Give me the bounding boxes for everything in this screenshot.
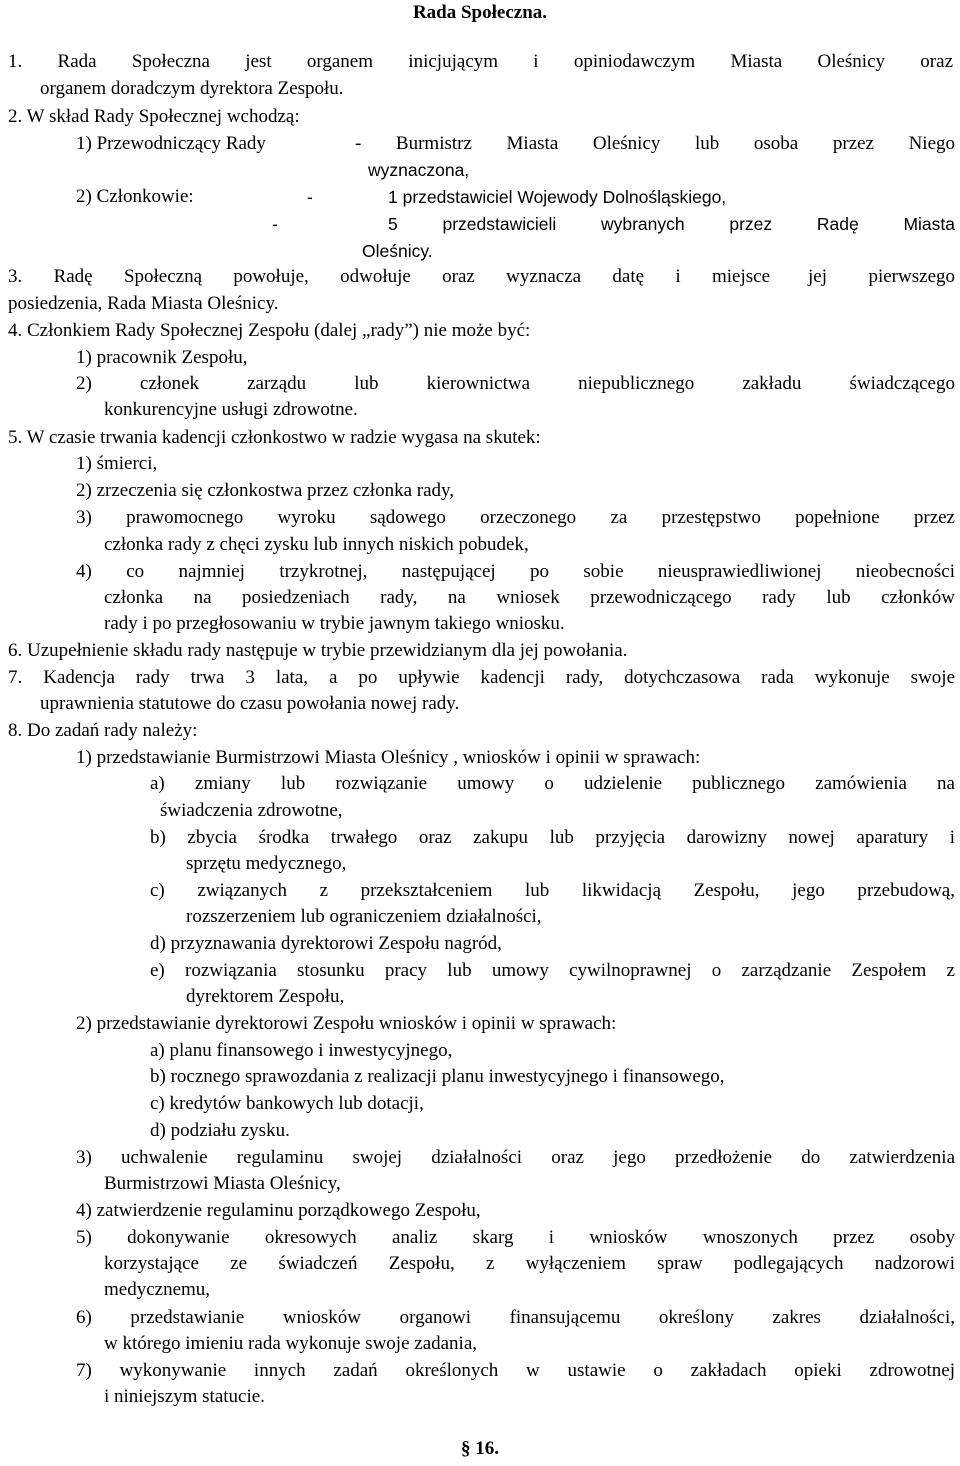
text-line: 3. Radę Społeczną powołuje, odwołuje oraz wyznacza datę i miejsce	[8, 266, 770, 287]
text-line: 1) śmierci,	[76, 453, 158, 474]
text-line: 7) wykonywanie innych zadań określonych w ustawie o zakładach opieki zdrowotnej	[76, 1360, 955, 1381]
text-line: medycznemu,	[104, 1279, 211, 1300]
text-line: 1) Przewodniczący Rady	[76, 133, 266, 154]
text-line: jej pierwszego	[808, 266, 955, 287]
text-line: b) zbycia środka trwałego oraz zakupu lub przyjęcia darowizny nowej aparatury i	[150, 827, 955, 848]
text-line: wyznaczona,	[368, 160, 470, 180]
text-line: 1) przedstawianie Burmistrzowi Miasta Oleśnicy , wniosków i opinii w sprawach:	[76, 747, 701, 768]
text-line: c) związanych z przekształceniem lub likwidacją Zespołu, jego przebudową,	[150, 880, 955, 901]
text-line: -	[307, 187, 313, 207]
text-line: 2) przedstawianie dyrektorowi Zespołu wniosków i opinii w sprawach:	[76, 1013, 617, 1034]
text-line: 5) dokonywanie okresowych analiz skarg i wniosków wnoszonych przez osoby	[76, 1227, 955, 1248]
text-line: w którego imieniu rada wykonuje swoje zadania,	[104, 1333, 478, 1354]
text-line: i niniejszym statucie.	[104, 1386, 265, 1407]
text-line: konkurencyjne usługi zdrowotne.	[104, 399, 358, 420]
text-line: b) rocznego sprawozdania z realizacji planu inwestycyjnego i finansowego,	[150, 1066, 725, 1087]
text-line: 5. W czasie trwania kadencji członkostwo w radzie wygasa na skutek:	[8, 427, 541, 448]
text-line: 1 przedstawiciel Wojewody Dolnośląskiego,	[388, 187, 727, 207]
text-line: członka na posiedzeniach rady, na wniosek przewodniczącego rady lub członków	[104, 587, 955, 608]
text-line: e) rozwiązania stosunku pracy lub umowy cywilnoprawnej o zarządzanie Zespołem z	[150, 960, 955, 981]
text-line: 1. Rada Społeczna jest organem inicjującym i opiniodawczym Miasta Oleśnicy oraz	[8, 51, 953, 72]
text-line: świadczenia zdrowotne,	[160, 800, 343, 821]
text-line: 2. W skład Rady Społecznej wchodzą:	[8, 106, 300, 127]
text-line: 5 przedstawicieli wybranych przez Radę Miasta	[388, 214, 955, 234]
text-line: 6) przedstawianie wniosków organowi finansującemu określony zakres działalności,	[76, 1307, 955, 1328]
text-line: 8. Do zadań rady należy:	[8, 720, 198, 741]
text-line: 7. Kadencja rady trwa 3 lata, a po upływie kadencji rady, dotychczasowa rada wykonuje swoje	[8, 667, 955, 688]
text-line: Burmistrzowi Miasta Oleśnicy,	[104, 1173, 341, 1194]
text-line: korzystające ze świadczeń Zespołu, z wyłączeniem spraw podlegających nadzorowi	[104, 1253, 955, 1274]
text-line: d) przyznawania dyrektorowi Zespołu nagród,	[150, 933, 502, 954]
text-line: -	[272, 214, 278, 234]
text-line: sprzętu medycznego,	[186, 853, 347, 874]
text-line: 6. Uzupełnienie składu rady następuje w trybie przewidzianym dla jej powołania.	[8, 640, 628, 661]
text-line: 4) zatwierdzenie regulaminu porządkowego Zespołu,	[76, 1200, 481, 1221]
text-line: 3) uchwalenie regulaminu swojej działalności oraz jego przedłożenie do zatwierdzenia	[76, 1147, 955, 1168]
text-line: 2) zrzeczenia się członkostwa przez członka rady,	[76, 480, 455, 501]
text-line: 2) członek zarządu lub kierownictwa niepublicznego zakładu świadczącego	[76, 373, 955, 394]
text-line: członka rady z chęci zysku lub innych niskich pobudek,	[104, 534, 529, 555]
text-line: a) zmiany lub rozwiązanie umowy o udzielenie publicznego zamówienia na	[150, 773, 955, 794]
text-line: - Burmistrz Miasta Oleśnicy lub osoba przez Niego	[355, 133, 955, 154]
text-line: c) kredytów bankowych lub dotacji,	[150, 1093, 424, 1114]
text-line: organem doradczym dyrektora Zespołu.	[40, 78, 344, 99]
document-title: Rada Społeczna.	[412, 2, 548, 23]
text-line: posiedzenia, Rada Miasta Oleśnicy.	[8, 293, 279, 314]
text-line: 4) co najmniej trzykrotnej, następującej po sobie nieusprawiedliwionej nieobecności	[76, 561, 955, 582]
text-line: 3) prawomocnego wyroku sądowego orzeczonego za przestępstwo popełnione przez	[76, 507, 955, 528]
text-line: dyrektorem Zespołu,	[186, 986, 345, 1007]
text-line: 4. Członkiem Rady Społecznej Zespołu (dalej „rady”) nie może być:	[8, 320, 531, 341]
text-line: d) podziału zysku.	[150, 1120, 290, 1141]
text-line: uprawnienia statutowe do czasu powołania nowej rady.	[40, 693, 460, 714]
text-line: rady i po przegłosowaniu w trybie jawnym takiego wniosku.	[104, 613, 565, 634]
text-line: Oleśnicy.	[362, 241, 433, 261]
text-line: rozszerzeniem lub ograniczeniem działalności,	[186, 906, 542, 927]
text-line: 1) pracownik Zespołu,	[76, 347, 248, 368]
paragraph-heading: § 16.	[461, 1438, 499, 1459]
text-line: 2) Członkowie:	[76, 186, 194, 207]
text-line: a) planu finansowego i inwestycyjnego,	[150, 1040, 453, 1061]
